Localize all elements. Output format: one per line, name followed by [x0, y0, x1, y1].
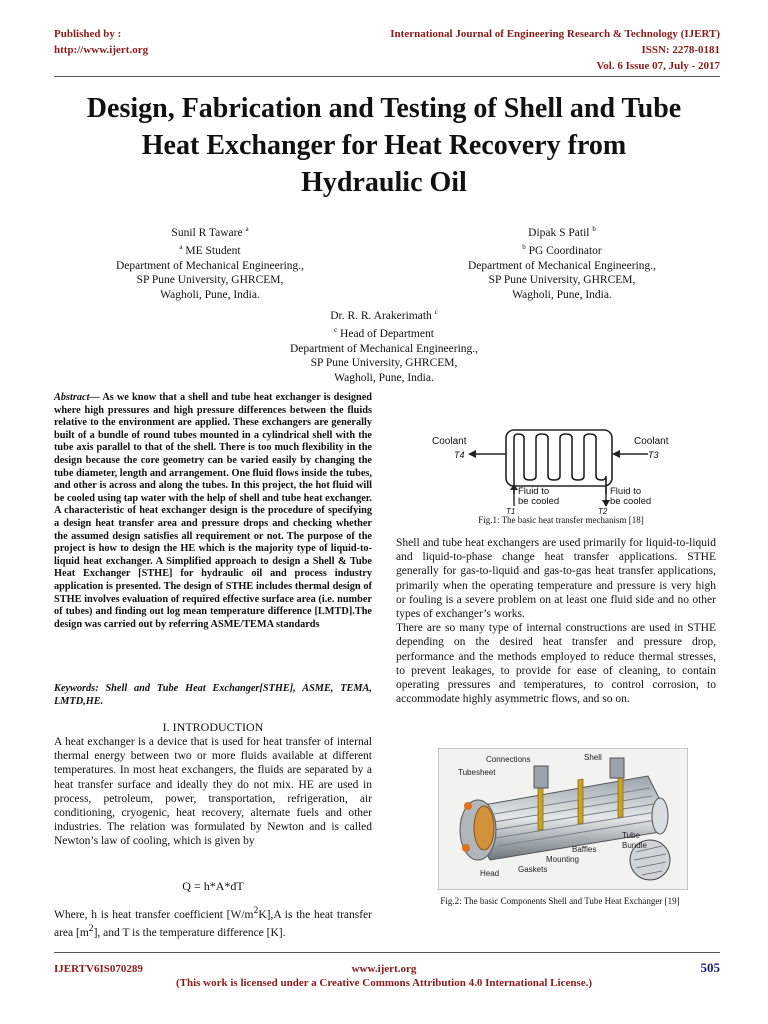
fluid-right-label-2: be cooled: [610, 496, 652, 507]
footer-site-link[interactable]: www.ijert.org: [351, 963, 417, 975]
arrow-head: [602, 500, 610, 507]
fluid-right-label-1: Fluid to: [610, 486, 642, 497]
author-univ: SP Pune University, GHRCEM,: [136, 274, 284, 287]
journal-url-link[interactable]: http://www.ijert.org: [54, 44, 149, 56]
head-label: Head: [480, 869, 500, 878]
author-name: Dr. R. R. Arakerimath $^c$: [330, 308, 438, 322]
t3-label: T3: [648, 450, 659, 460]
paper-title: [40, 90, 728, 201]
author-block-2: [428, 222, 696, 302]
connection-nozzle: [534, 766, 548, 788]
bundle-label: Bundle: [622, 841, 647, 850]
fig1-caption: Fig.1: The basic heat transfer mechanism [18]: [478, 515, 644, 525]
section-heading: I. INTRODUCTION: [162, 720, 264, 734]
t4-label: T4: [454, 450, 465, 460]
tube-end: [652, 798, 668, 834]
shell-label: Shell: [584, 753, 602, 762]
author-univ: SP Pune University, GHRCEM,: [488, 274, 636, 287]
arrow-head: [468, 450, 476, 458]
author-dept: Department of Mechanical Engineering.,: [467, 259, 657, 272]
issn: ISSN: 2278-0181: [641, 44, 720, 56]
abstract-text: As we know that a shell and tube heat exchanger is designed where high pressures and high pressure differences between the fluids relative to the environment are applied. These exchangers are generally built of a bundle of round tubes mounted in a cylindrical shell with the tube axis parallel to that of the shell. There is too much flexibility in the design because the core geometry can be varied easily by changing the tube diameter, length and arrangement. One fluid flows inside the tubes, and other is across and along the tubes. In this project, the hot fluid will be cooled using tap water with the help of shell and tube heat exchanger. A characteristic of heat exchanger design is the procedure of specifying a design heat transfer area and pressure drops and checking whether the assumed design satisfies all requirement or not. The purpose of the project is how to design the HE which is the majority type of liquid-to-liquid heat exchanger. A Simplified approach to design a Shell & Tube Heat Exchanger [STHE] for hydraulic oil and process industry application is presented. The design of STHE includes thermal design of STHE involves evaluation of required effective surface area (i.e. number of tubes) and finding out log mean temperature difference [LMTD].The design was carried out by referring ASME/TEMA standards: [54, 392, 372, 630]
gasket-bolt: [464, 802, 472, 810]
author-place: Wagholi, Pune, India.: [334, 371, 434, 384]
author-dept: Department of Mechanical Engineering.,: [289, 342, 479, 355]
t1-label: T1: [506, 507, 516, 516]
tubesheet-label: Tubesheet: [458, 768, 496, 777]
equation: Q = h*A*dT: [182, 879, 244, 893]
author-block-3: [250, 305, 518, 385]
serpentine-tube: [514, 434, 606, 494]
title-line: Design, Fabrication and Testing of Shell and Tube: [86, 93, 682, 124]
journal-name: International Journal of Engineering Research & Technology (IJERT): [390, 28, 720, 40]
abstract: [54, 392, 372, 631]
fig2-heat-exchanger-image: [438, 748, 688, 890]
coolant-left-label: Coolant: [432, 436, 467, 447]
fig2-caption: Fig.2: The basic Components Shell and Tube Heat Exchanger [19]: [440, 896, 680, 906]
fluid-left-label-2: be cooled: [518, 496, 560, 507]
title-line: Hydraulic Oil: [301, 167, 467, 198]
gasket: [474, 806, 494, 850]
t2-label: T2: [598, 507, 608, 516]
connection-nozzle: [610, 758, 624, 778]
header-left: [54, 26, 148, 58]
right-paragraph-1: Shell and tube heat exchangers are used primarily for liquid-to-liquid and liquid-to-phase change heat transfer applications. STHE generally for gas-to-liquid and gas-to-gas heat transfer applications, primarily when the operating temperature and pressure is very high or fouling is a severe problem on at least one fluid side and no other types of exchanger’s works.: [396, 537, 716, 621]
author-dept: Department of Mechanical Engineering.,: [115, 259, 305, 272]
baffles-label: Baffles: [572, 845, 597, 854]
author-univ: SP Pune University, GHRCEM,: [310, 357, 458, 370]
footer-rule: [54, 952, 720, 953]
header-rule: [54, 76, 720, 77]
author-place: Wagholi, Pune, India.: [160, 288, 260, 301]
mounting-label: Mounting: [546, 855, 579, 864]
gaskets-label: Gaskets: [518, 865, 548, 874]
page-number: 505: [700, 960, 720, 975]
fig1-heat-transfer-diagram: [430, 424, 692, 516]
author-role: $^b$ PG Coordinator: [522, 243, 602, 258]
author-role: $^c$ Head of Department: [334, 326, 434, 341]
author-role: $^a$ ME Student: [179, 243, 241, 258]
fluid-left-label-1: Fluid to: [518, 486, 550, 497]
where-paragraph: Where, h is heat transfer coefficient $[W/m^2K],A$ is the heat transfer area $[m^2]$, and T is the temperature difference [K].: [54, 905, 372, 939]
coolant-right-label: Coolant: [634, 436, 669, 447]
right-paragraph-2: There are so many type of internal constructions are used in STHE depending on the desired heat transfer and pressure drop, performance and the methods employed to reduce thermal stresses, to prevent leakages, to provide for ease of cleaning, to contain operating pressures and temperatures, to control corrosion, to accommodate highly asymmetric flows, and so on.: [396, 622, 716, 706]
title-line: Heat Exchanger for Heat Recovery from: [141, 130, 627, 161]
author-place: Wagholi, Pune, India.: [512, 288, 612, 301]
header-right: [390, 26, 720, 74]
keywords: Keywords: Shell and Tube Heat Exchanger[STHE], ASME, TEMA, LMTD,HE.: [54, 683, 372, 707]
abstract-label: Abstract—: [54, 392, 100, 403]
connections-label: Connections: [486, 755, 531, 764]
publisher-label: Published by :: [54, 28, 122, 40]
volume-issue: Vol. 6 Issue 07, July - 2017: [596, 60, 720, 72]
intro-paragraph: A heat exchanger is a device that is used for heat transfer of internal thermal energy between two or more fluids available at different temperatures. In most heat exchangers, the fluids are separated by a heat transfer surface and ideally they do not mix. HE are used in process, petroleum, power, transportation, refrigeration, air conditioning, cryogenic, heat recovery, alternate fuels and other industries. The relation was formulated by Newton and is called Newton’s law of cooling, which is given by: [54, 736, 372, 848]
author-block-1: [80, 222, 340, 302]
author-name: Sunil R Taware $^a$: [171, 225, 249, 239]
gasket-bolt: [462, 844, 470, 852]
license-text: (This work is licensed under a Creative Commons Attribution 4.0 International License.): [175, 977, 593, 989]
right-column-text: [396, 536, 716, 706]
author-name: Dipak S Patil $^b$: [528, 225, 596, 239]
arrow-head: [612, 450, 620, 458]
tube-label: Tube: [622, 831, 640, 840]
paper-id: IJERTV6IS070289: [54, 963, 143, 975]
